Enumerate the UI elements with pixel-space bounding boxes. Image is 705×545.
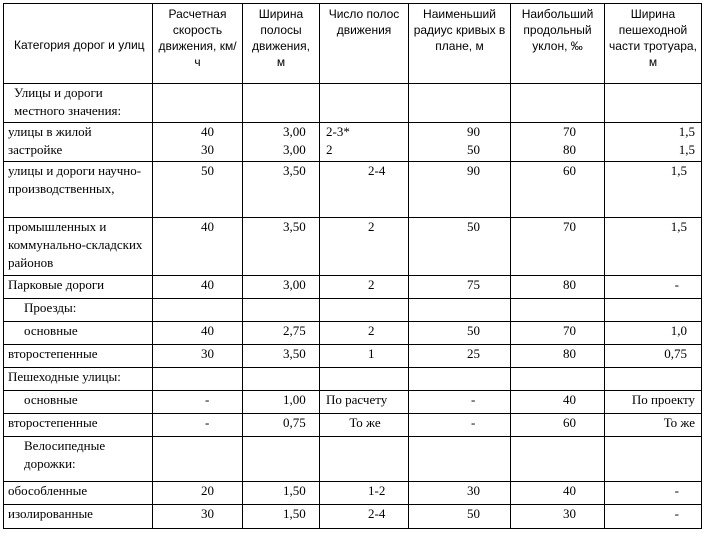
- row-value: 2,75: [243, 322, 320, 345]
- header-min-radius: Наименьший радиус кривых в плане, м: [409, 4, 511, 84]
- row-value: [605, 299, 702, 322]
- row-value: 1,50: [243, 505, 320, 529]
- row-value: 90: [409, 162, 511, 218]
- row-value: То же: [320, 414, 409, 437]
- row-value: -: [409, 391, 511, 414]
- row-value: 2-4: [320, 505, 409, 529]
- row-value: 70 80: [511, 123, 605, 162]
- table-row: [4, 299, 702, 322]
- row-value: 70: [511, 218, 605, 276]
- table-row: [4, 437, 702, 482]
- row-value: 1-2: [320, 482, 409, 505]
- row-category: обособленные: [4, 482, 153, 505]
- row-value: 3,00: [243, 276, 320, 299]
- row-category: Парковые дороги: [4, 276, 153, 299]
- row-value: [409, 437, 511, 482]
- table-row: [4, 368, 702, 391]
- row-value: [320, 437, 409, 482]
- row-value: 2: [320, 218, 409, 276]
- row-value: 30: [511, 505, 605, 529]
- row-value: 3,50: [243, 345, 320, 368]
- row-value: 3,50: [243, 162, 320, 218]
- table-row: [4, 505, 702, 529]
- table-row: [4, 276, 702, 299]
- row-value: 1,00: [243, 391, 320, 414]
- header-row: [4, 4, 702, 84]
- row-value: [409, 299, 511, 322]
- row-value: [243, 368, 320, 391]
- row-value: [409, 84, 511, 123]
- header-sidewalk-width: Ширина пешеходной части тротуара, м: [605, 4, 702, 84]
- row-value: 2-3* 2: [320, 123, 409, 162]
- row-value: [409, 368, 511, 391]
- row-value: 2-4: [320, 162, 409, 218]
- row-value: -: [605, 505, 702, 529]
- row-value: [320, 84, 409, 123]
- row-value: 30: [409, 482, 511, 505]
- header-lane-width: Ширина полосы движения, м: [243, 4, 320, 84]
- row-value: [511, 368, 605, 391]
- row-value: [243, 84, 320, 123]
- row-value: [243, 437, 320, 482]
- row-category: улицы в жилой застройке: [4, 123, 153, 162]
- row-value: 90 50: [409, 123, 511, 162]
- row-value: 70: [511, 322, 605, 345]
- row-value: 30: [153, 345, 243, 368]
- header-lane-count: Число полос движения: [320, 4, 409, 84]
- row-value: 40: [153, 322, 243, 345]
- row-value: -: [153, 414, 243, 437]
- row-category: Проезды:: [4, 299, 153, 322]
- table-row: [4, 162, 702, 218]
- table-row: [4, 414, 702, 437]
- row-value: -: [605, 482, 702, 505]
- row-value: [153, 299, 243, 322]
- header-speed: Расчетная скорость движения, км/ч: [153, 4, 243, 84]
- header-category: Категория дорог и улиц: [4, 4, 153, 84]
- row-value: 50: [409, 218, 511, 276]
- row-value: 80: [511, 276, 605, 299]
- row-value: 1,0: [605, 322, 702, 345]
- row-value: 25: [409, 345, 511, 368]
- row-value: 0,75: [243, 414, 320, 437]
- row-value: 40: [511, 482, 605, 505]
- row-value: 50: [153, 162, 243, 218]
- row-category: второстепенные: [4, 345, 153, 368]
- row-value: [243, 299, 320, 322]
- row-value: 30: [153, 505, 243, 529]
- row-value: -: [605, 276, 702, 299]
- table-row: [4, 84, 702, 123]
- row-value: 1,5: [605, 162, 702, 218]
- row-value: 40: [511, 391, 605, 414]
- table-row: [4, 482, 702, 505]
- road-parameters-table: [3, 3, 702, 529]
- row-value: 2: [320, 276, 409, 299]
- row-category: второстепенные: [4, 414, 153, 437]
- row-value: 0,75: [605, 345, 702, 368]
- row-value: [511, 437, 605, 482]
- row-value: 60: [511, 162, 605, 218]
- row-value: 1,50: [243, 482, 320, 505]
- row-category: промышленных и коммунально-складских районов: [4, 218, 153, 276]
- row-value: 40: [153, 218, 243, 276]
- row-category: улицы и дороги научно-производственных,: [4, 162, 153, 218]
- row-value: По проекту: [605, 391, 702, 414]
- row-value: -: [153, 391, 243, 414]
- row-value: 50: [409, 505, 511, 529]
- row-value: 1,5 1,5: [605, 123, 702, 162]
- row-category: основные: [4, 322, 153, 345]
- row-value: [153, 84, 243, 123]
- row-value: 40: [153, 276, 243, 299]
- table-row: [4, 345, 702, 368]
- row-category: Улицы и дороги местного значения:: [4, 84, 153, 123]
- row-value: 40 30: [153, 123, 243, 162]
- table-row: [4, 322, 702, 345]
- row-value: То же: [605, 414, 702, 437]
- row-value: [605, 437, 702, 482]
- row-value: -: [409, 414, 511, 437]
- row-value: [605, 368, 702, 391]
- row-value: 2: [320, 322, 409, 345]
- row-value: 1,5: [605, 218, 702, 276]
- table-row: [4, 218, 702, 276]
- header-max-slope: Наибольший продольный уклон, ‰: [511, 4, 605, 84]
- table-row: [4, 123, 702, 162]
- row-category: основные: [4, 391, 153, 414]
- row-value: 50: [409, 322, 511, 345]
- row-value: 3,00 3,00: [243, 123, 320, 162]
- row-value: 75: [409, 276, 511, 299]
- row-value: [511, 299, 605, 322]
- table-row: [4, 391, 702, 414]
- row-value: [153, 368, 243, 391]
- row-category: изолированные: [4, 505, 153, 529]
- row-value: По расчету: [320, 391, 409, 414]
- row-value: [320, 368, 409, 391]
- row-value: [153, 437, 243, 482]
- row-value: [605, 84, 702, 123]
- row-value: 1: [320, 345, 409, 368]
- row-value: [320, 299, 409, 322]
- row-value: [511, 84, 605, 123]
- row-value: 3,50: [243, 218, 320, 276]
- row-value: 60: [511, 414, 605, 437]
- row-category: Пешеходные улицы:: [4, 368, 153, 391]
- row-value: 80: [511, 345, 605, 368]
- row-category: Велосипедные дорожки:: [4, 437, 153, 482]
- row-value: 20: [153, 482, 243, 505]
